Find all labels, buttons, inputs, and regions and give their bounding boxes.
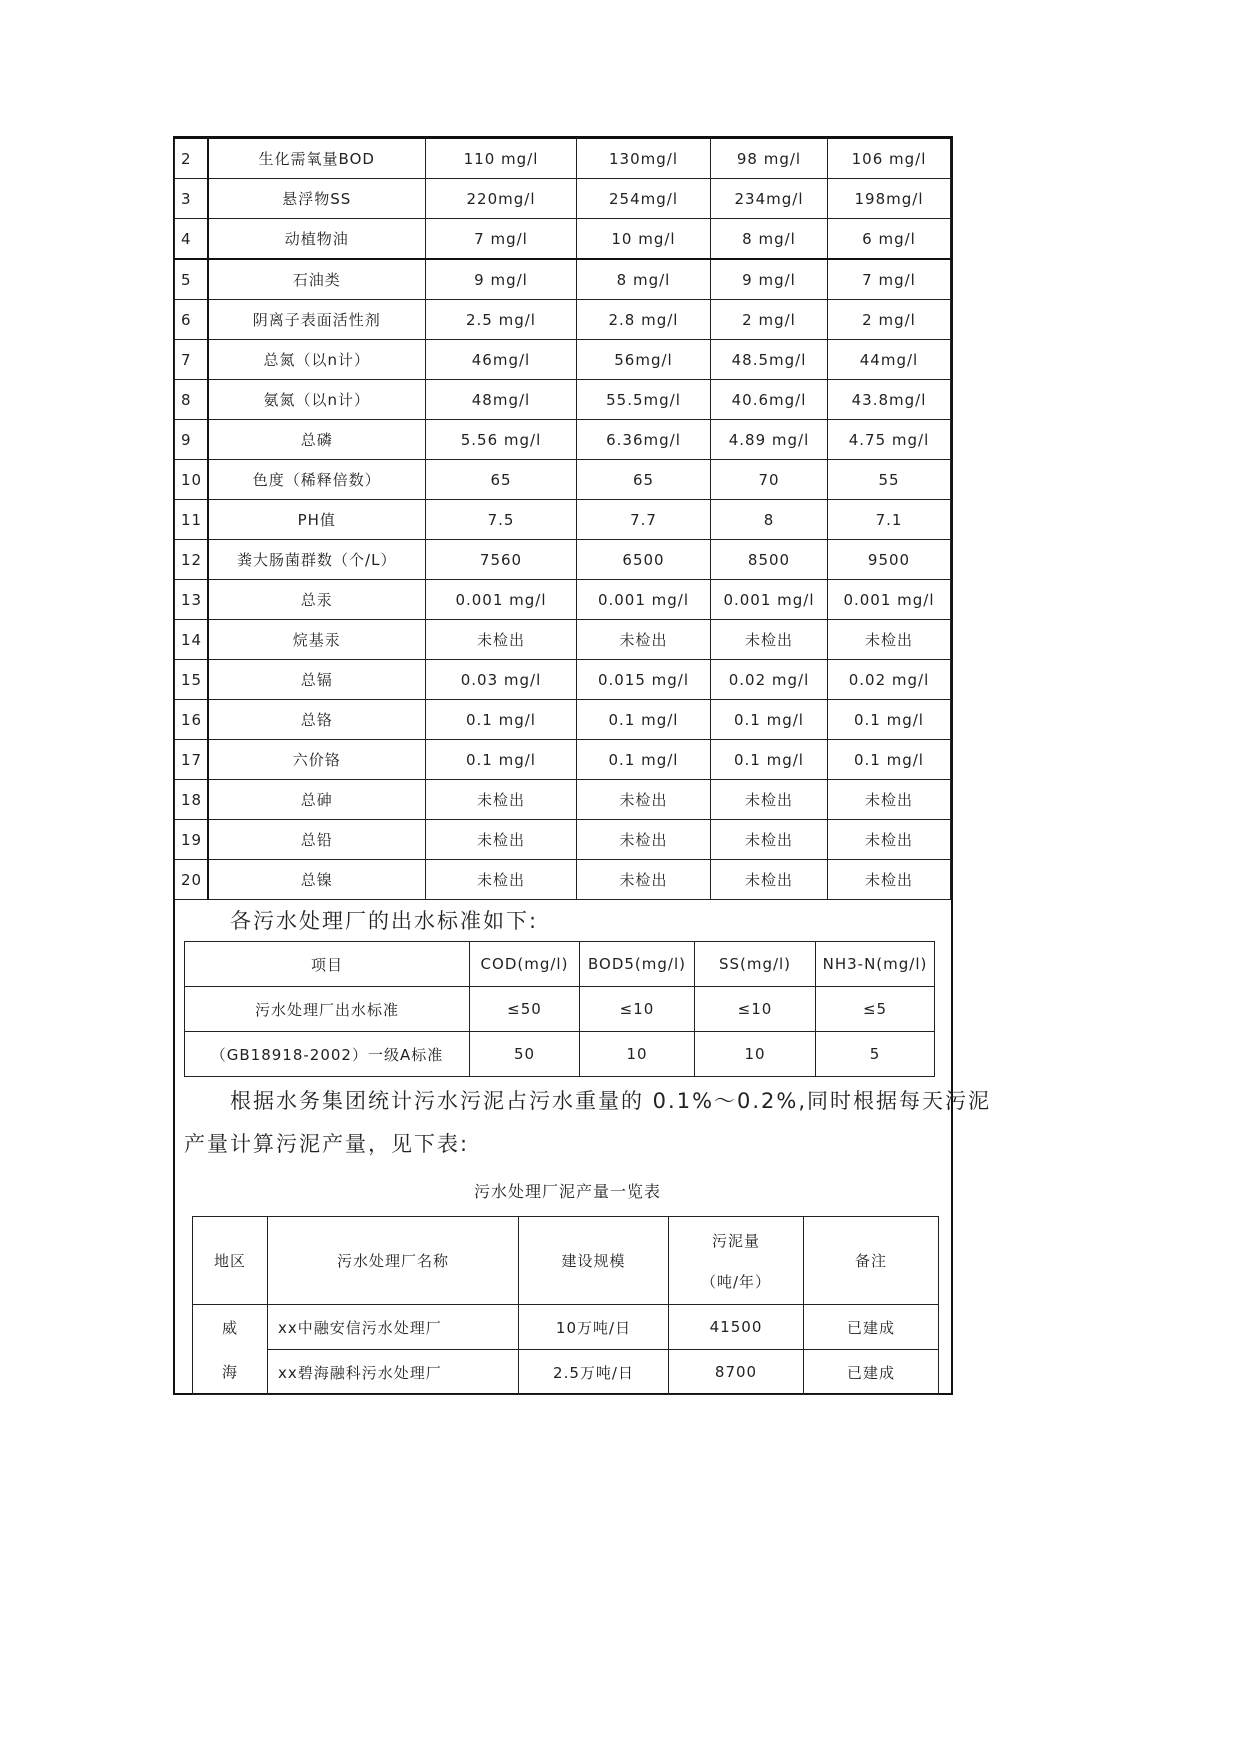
value-cell: 43.8mg/l — [828, 380, 951, 420]
value-cell: 2 mg/l — [828, 300, 951, 340]
value-cell: 未检出 — [577, 780, 711, 820]
parameter-cell: 总铅 — [208, 820, 426, 860]
parameter-cell: 悬浮物SS — [208, 179, 426, 219]
value-cell: 未检出 — [426, 780, 577, 820]
parameter-cell: 粪大肠菌群数（个/L） — [208, 540, 426, 580]
header-cell: SS(mg/l) — [695, 942, 816, 987]
value-cell: 未检出 — [577, 860, 711, 900]
table-row — [175, 580, 951, 620]
value-cell: 110 mg/l — [426, 138, 577, 179]
value-cell: 8 mg/l — [711, 219, 828, 260]
value-cell: 未检出 — [828, 780, 951, 820]
row-index-cell: 6 — [175, 300, 208, 340]
table-row — [185, 1032, 935, 1077]
table-row — [175, 259, 951, 300]
table-row — [193, 1350, 939, 1395]
value-cell: 55 — [828, 460, 951, 500]
table-cell: 2.5万吨/日 — [519, 1350, 669, 1395]
table-row — [175, 620, 951, 660]
row-index-cell: 10 — [175, 460, 208, 500]
header-cell: 项目 — [185, 942, 470, 987]
row-index-cell: 16 — [175, 700, 208, 740]
table-row — [175, 500, 951, 540]
value-cell: 未检出 — [426, 820, 577, 860]
value-cell: 0.015 mg/l — [577, 660, 711, 700]
parameter-cell: 总镉 — [208, 660, 426, 700]
table-row — [175, 138, 951, 179]
header-cell: COD(mg/l) — [470, 942, 580, 987]
value-cell: 234mg/l — [711, 179, 828, 219]
table-row — [175, 700, 951, 740]
row-index-cell: 2 — [175, 138, 208, 179]
parameter-cell: 总磷 — [208, 420, 426, 460]
table-row — [175, 540, 951, 580]
parameter-cell: 总砷 — [208, 780, 426, 820]
value-cell: 0.1 mg/l — [711, 700, 828, 740]
header-line: （吨/年） — [700, 1272, 772, 1291]
value-cell: 65 — [577, 460, 711, 500]
parameter-cell: 总镍 — [208, 860, 426, 900]
parameter-cell: 石油类 — [208, 259, 426, 300]
table-row — [193, 1305, 939, 1350]
row-index-cell: 9 — [175, 420, 208, 460]
value-cell: 6.36mg/l — [577, 420, 711, 460]
table-row — [175, 380, 951, 420]
sludge-output-table — [192, 1216, 939, 1395]
table-cell: 10 — [695, 1032, 816, 1077]
header-line: 污泥量 — [711, 1231, 760, 1250]
row-index-cell: 14 — [175, 620, 208, 660]
value-cell: 7.7 — [577, 500, 711, 540]
table-row — [175, 219, 951, 260]
table-cell: （GB18918-2002）一级A标准 — [185, 1032, 470, 1077]
value-cell: 0.001 mg/l — [828, 580, 951, 620]
sludge-table-caption: 污水处理厂泥产量一览表 — [473, 1182, 661, 1201]
table-cell: 10 — [580, 1032, 695, 1077]
value-cell: 0.001 mg/l — [711, 580, 828, 620]
header-cell: 地区 — [193, 1217, 268, 1305]
header-cell: NH3-N(mg/l) — [816, 942, 935, 987]
table-cell: ≤5 — [816, 987, 935, 1032]
value-cell: 0.1 mg/l — [577, 740, 711, 780]
value-cell: 未检出 — [426, 860, 577, 900]
value-cell: 0.1 mg/l — [426, 740, 577, 780]
value-cell: 7.1 — [828, 500, 951, 540]
parameter-cell: 六价铬 — [208, 740, 426, 780]
value-cell: 44mg/l — [828, 340, 951, 380]
table-cell: 已建成 — [804, 1305, 939, 1350]
row-index-cell: 5 — [175, 259, 208, 300]
value-cell: 4.75 mg/l — [828, 420, 951, 460]
value-cell: 10 mg/l — [577, 219, 711, 260]
table-cell: 41500 — [669, 1305, 804, 1350]
table-cell: 已建成 — [804, 1350, 939, 1395]
table-cell: 8700 — [669, 1350, 804, 1395]
value-cell: 0.001 mg/l — [577, 580, 711, 620]
row-index-cell: 4 — [175, 219, 208, 260]
value-cell: 4.89 mg/l — [711, 420, 828, 460]
table-cell: 10万吨/日 — [519, 1305, 669, 1350]
parameter-cell: 总汞 — [208, 580, 426, 620]
value-cell: 254mg/l — [577, 179, 711, 219]
value-cell: 5.56 mg/l — [426, 420, 577, 460]
value-cell: 未检出 — [577, 620, 711, 660]
row-index-cell: 7 — [175, 340, 208, 380]
table-cell: xx中融安信污水处理厂 — [268, 1305, 519, 1350]
value-cell: 55.5mg/l — [577, 380, 711, 420]
parameter-cell: 烷基汞 — [208, 620, 426, 660]
table-cell: 5 — [816, 1032, 935, 1077]
value-cell: 48mg/l — [426, 380, 577, 420]
region-cell: 海 — [193, 1350, 268, 1395]
table-cell: 50 — [470, 1032, 580, 1077]
value-cell: 0.1 mg/l — [828, 740, 951, 780]
row-index-cell: 19 — [175, 820, 208, 860]
table-cell: ≤10 — [695, 987, 816, 1032]
value-cell: 46mg/l — [426, 340, 577, 380]
value-cell: 0.02 mg/l — [828, 660, 951, 700]
value-cell: 0.1 mg/l — [828, 700, 951, 740]
value-cell: 2 mg/l — [711, 300, 828, 340]
value-cell: 6500 — [577, 540, 711, 580]
value-cell: 70 — [711, 460, 828, 500]
value-cell: 0.02 mg/l — [711, 660, 828, 700]
table-row — [175, 340, 951, 380]
value-cell: 98 mg/l — [711, 138, 828, 179]
value-cell: 48.5mg/l — [711, 340, 828, 380]
table-cell: xx碧海融科污水处理厂 — [268, 1350, 519, 1395]
table-cell: 污水处理厂出水标准 — [185, 987, 470, 1032]
table-row — [175, 179, 951, 219]
value-cell: 未检出 — [711, 860, 828, 900]
table-cell: ≤10 — [580, 987, 695, 1032]
table-row — [175, 460, 951, 500]
value-cell: 未检出 — [828, 620, 951, 660]
parameter-cell: 总氮（以n计） — [208, 340, 426, 380]
effluent-standards-table — [184, 941, 935, 1077]
table-row — [175, 740, 951, 780]
parameter-cell: 生化需氧量BOD — [208, 138, 426, 179]
row-index-cell: 11 — [175, 500, 208, 540]
region-cell: 威 — [193, 1305, 268, 1350]
value-cell: 9500 — [828, 540, 951, 580]
header-cell — [669, 1217, 804, 1305]
parameter-cell: 氨氮（以n计） — [208, 380, 426, 420]
value-cell: 198mg/l — [828, 179, 951, 219]
value-cell: 56mg/l — [577, 340, 711, 380]
table-row — [175, 780, 951, 820]
value-cell: 未检出 — [711, 620, 828, 660]
header-cell: 建设规模 — [519, 1217, 669, 1305]
sludge-paragraph-line1: 根据水务集团统计污水污泥占污水重量的 0.1%～0.2%,同时根据每天污泥 — [230, 1089, 992, 1113]
value-cell: 7 mg/l — [426, 219, 577, 260]
parameter-cell: PH值 — [208, 500, 426, 540]
value-cell: 8 — [711, 500, 828, 540]
value-cell: 未检出 — [711, 820, 828, 860]
table-row — [185, 987, 935, 1032]
table-header-row — [193, 1217, 939, 1305]
value-cell: 未检出 — [711, 780, 828, 820]
value-cell: 40.6mg/l — [711, 380, 828, 420]
header-cell: 备注 — [804, 1217, 939, 1305]
table-row — [175, 420, 951, 460]
value-cell: 未检出 — [426, 620, 577, 660]
table-header-row — [185, 942, 935, 987]
table-row — [175, 860, 951, 900]
standards-intro: 各污水处理厂的出水标准如下: — [230, 909, 539, 933]
value-cell: 未检出 — [828, 820, 951, 860]
row-index-cell: 3 — [175, 179, 208, 219]
value-cell: 220mg/l — [426, 179, 577, 219]
parameter-cell: 色度（稀释倍数） — [208, 460, 426, 500]
value-cell: 0.1 mg/l — [426, 700, 577, 740]
row-index-cell: 17 — [175, 740, 208, 780]
table-row — [175, 300, 951, 340]
value-cell: 106 mg/l — [828, 138, 951, 179]
header-cell: BOD5(mg/l) — [580, 942, 695, 987]
value-cell: 9 mg/l — [426, 259, 577, 300]
sludge-paragraph-line2: 产量计算污泥产量，见下表: — [184, 1132, 470, 1156]
table-cell: ≤50 — [470, 987, 580, 1032]
value-cell: 6 mg/l — [828, 219, 951, 260]
value-cell: 未检出 — [577, 820, 711, 860]
row-index-cell: 20 — [175, 860, 208, 900]
row-index-cell: 13 — [175, 580, 208, 620]
value-cell: 2.8 mg/l — [577, 300, 711, 340]
value-cell: 0.001 mg/l — [426, 580, 577, 620]
parameter-cell: 总铬 — [208, 700, 426, 740]
row-index-cell: 15 — [175, 660, 208, 700]
row-index-cell: 18 — [175, 780, 208, 820]
row-index-cell: 12 — [175, 540, 208, 580]
value-cell: 未检出 — [828, 860, 951, 900]
header-cell: 污水处理厂名称 — [268, 1217, 519, 1305]
value-cell: 9 mg/l — [711, 259, 828, 300]
row-index-cell: 8 — [175, 380, 208, 420]
value-cell: 0.1 mg/l — [711, 740, 828, 780]
value-cell: 7 mg/l — [828, 259, 951, 300]
value-cell: 8500 — [711, 540, 828, 580]
value-cell: 130mg/l — [577, 138, 711, 179]
parameter-cell: 阴离子表面活性剂 — [208, 300, 426, 340]
water-quality-table — [174, 136, 951, 900]
value-cell: 7560 — [426, 540, 577, 580]
value-cell: 7.5 — [426, 500, 577, 540]
parameter-cell: 动植物油 — [208, 219, 426, 260]
value-cell: 0.03 mg/l — [426, 660, 577, 700]
value-cell: 8 mg/l — [577, 259, 711, 300]
value-cell: 65 — [426, 460, 577, 500]
table-row — [175, 820, 951, 860]
value-cell: 2.5 mg/l — [426, 300, 577, 340]
table-row — [175, 660, 951, 700]
value-cell: 0.1 mg/l — [577, 700, 711, 740]
